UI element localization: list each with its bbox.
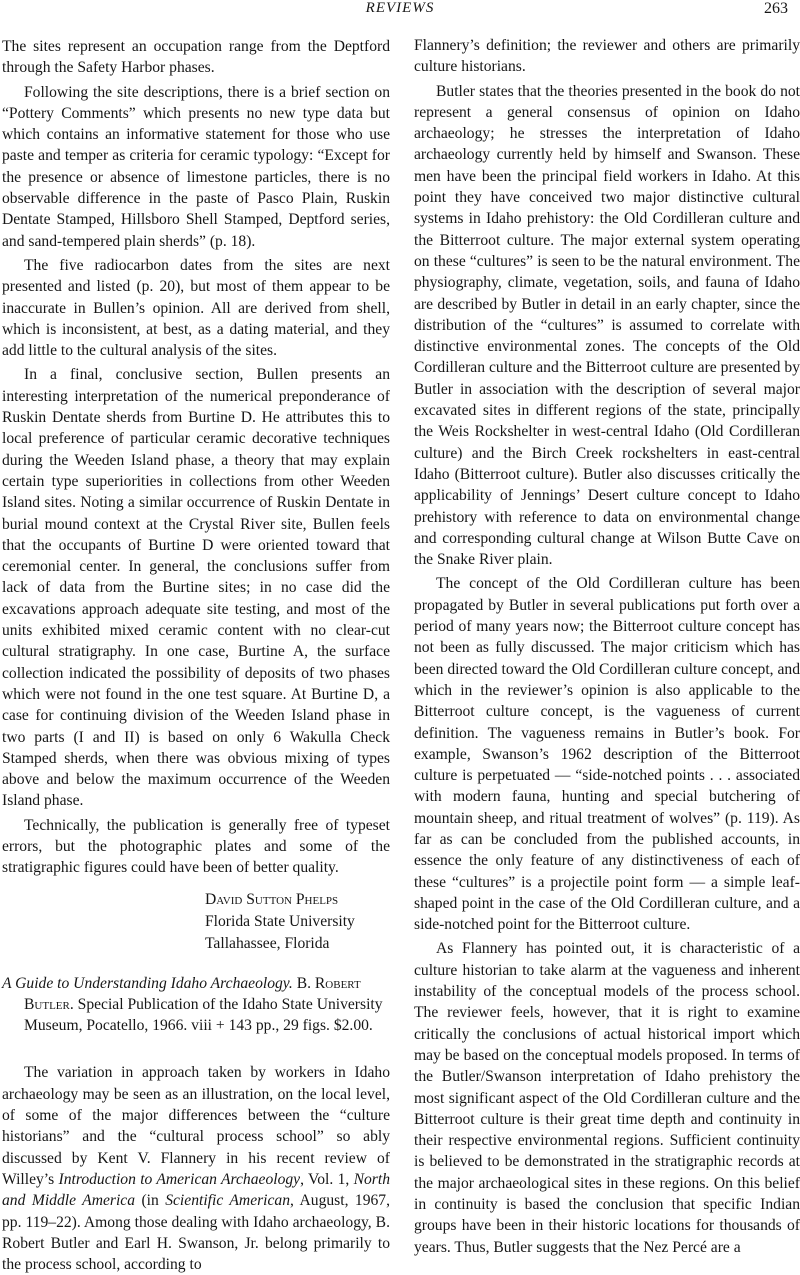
right-column [414,35,800,1258]
reviewer-name: David Sutton Phelps [205,890,339,908]
book-title: A Guide to Understanding Idaho Archaeology. [2,974,293,992]
paragraph-conclusions: In a final, conclusive section, Bullen presents an interesting interpretation of the numerical preponderance of Ruskin Dentate sherds from Burtine D. He attributes this to local preference of particular ceramic decorative techniques during the Weeden Island phase, a theory that may explain certain type superiorities in collections from other Weeden Island sites. Noting a similar occurrence of Ruskin Dentate in burial mound context at the Crystal River site, Bullen feels that the occupants of Burtine D were oriented toward that ceremonial center. In general, the conclusions suffer from lack of data from the Burtine sites; in no case did the excavations approach adequate site testing, and most of the units exhibited mixed ceramic content with no clear-cut cultural stratigraphy. In one case, Burtine A, the surface collection indicated the possibility of deposits of two phases which were not found in the one test square. At Burtine D, a case for continuing division of the Weeden Island phase in two parts (I and II) is based on only 6 Wakulla Check Stamped sherds, when there was obvious mixing of types above and below the maximum occurrence of the Weeden Island phase. [2,366,390,810]
paragraph-radiocarbon: The five radiocarbon dates from the sites are next presented and listed (p. 20), but most of them appear to be inaccurate in Bullen’s opinion. All are derived from shell, which is inconsistent, at best, as a dating material, and they add little to the cultural analysis of the sites. [2,256,390,360]
running-head [0,0,800,22]
text-segment: (in [135,1192,166,1210]
book-author: B. Robert Butler. [24,974,361,1013]
paragraph-old-cordilleran: The concept of the Old Cordilleran culture has been propagated by Butler in several publications put forth over a period of many years now; the Bitterroot culture concept has not been as fully discussed. The major criticism which has been directed toward the Old Cordilleran culture concept, and which in the reviewer’s opinion is also applicable to the Bitterroot culture concept, is the vagueness of current definition. The vagueness remains in Butler’s book. For example, Swanson’s 1962 description of the Bitterroot culture is perpetuated — “side-notched points . . . associated with modern fauna, hunting and special butchering of mountain sheep, and ritual treatment of wolves” (p. 119). As far as can be concluded from the published accounts, in essence the only feature of any distinctiveness of each of these “cultures” is a projectile point form — a simple leaf-shaped point in the case of the Old Cordilleran culture, and a side-notched point for the Bitterroot culture. [414,575,800,934]
running-title: REVIEWS [365,0,435,16]
reviewer-institution: Florida State University [205,912,355,930]
paragraph-butler-theories: Butler states that the theories presented in the book do not represent a general consensus of opinion on Idaho archaeology; he stresses the interpretation of Idaho archaeology currently held by himself and Swanson. These men have been the principal field workers in Idaho. At this point they have conceived two major distinctive cultural systems in Idaho prehistory: the Old Cordilleran culture and the Bitterroot culture. The major external system operating on these “cultures” is seen to be the natural environment. The physiography, climate, vegetation, soils, and fauna of Idaho are described by Butler in detail in an early chapter, since the distribution of the “cultures” is assumed to correlate with distinctive environmental zones. The concepts of the Old Cordilleran culture and the Bitterroot culture are presented by Butler in association with the description of several major excavated sites in different regions of the state, principally the Weis Rockshelter in west-central Idaho (Old Cordilleran culture) and the Birch Creek rockshelters in east-central Idaho (Bitterroot culture). Butler also discusses critically the applicability of Jennings’ Desert culture concept to Idaho prehistory with reference to data on environmental change and corresponding cultural change at Wilson Butte Cave on the Snake River plain. [414,82,800,569]
left-column [2,36,390,1275]
reviewer-signature [2,889,390,955]
book-citation [2,973,390,1037]
paragraph-technical: Technically, the publication is generally free of typeset errors, but the photographic plates and some of the stratigraphic figures could have been of better quality. [2,816,390,877]
text-segment: The variation in approach taken by workers in Idaho archaeology may be seen as an illustration, on the local level, of some of the major differences between the “culture historians” and the “cultural process school” so ably discussed by Kent V. Flannery in his recent review of Willey’s [2,1064,390,1188]
italic-title: North and Middle America [2,1170,390,1210]
book-details: Special Publication of the Idaho State University Museum, Pocatello, 1966. viii + 143 pp., 29 figs. $2.00. [24,995,383,1035]
page-number: 263 [764,0,788,17]
paragraph-flannery-definition: Flannery’s definition; the reviewer and others are primarily culture historians. [414,37,800,76]
paragraph-site-range: The sites represent an occupation range from the Deptford through the Safety Harbor phases. [2,38,390,77]
italic-title: Scientific American [165,1192,291,1210]
paragraph-variation [2,1062,390,1275]
paragraph-culture-historian: As Flannery has pointed out, it is characteristic of a culture historian to take alarm at the vagueness and inherent instability of the conceptual models of the process school. The reviewer feels, however, that it is right to examine critically the conclusions of actual historical import which may be based on the conceptual models proposed. In terms of the Butler/Swanson interpretation of Idaho prehistory the most significant aspect of the Old Cordilleran culture and the Bitterroot culture is their great time depth and continuity in their respective environmental regions. Sufficient continuity is believed to be demonstrated in the stratigraphic records at the major archaeological sites in these regions. On this belief in continuity is based the conclusion that specific Indian groups have been in their historic locations for thousands of years. Thus, Butler suggests that the Nez Percé are a [414,940,800,1256]
paragraph-pottery-comments: Following the site descriptions, there is a brief section on “Pottery Comments” which presents no new type data but which contains an informative statement for those who use paste and temper as criteria for ceramic typology: “Except for the presence or absence of limestone particles, there is no observable difference in the paste of Pasco Plain, Ruskin Dentate Stamped, Hillsboro Shell Stamped, Deptford series, and sand-tempered plain sherds” (p. 18). [2,83,390,250]
italic-title: Introduction to American Archaeology [58,1170,301,1188]
reviewer-location: Tallahassee, Florida [205,934,330,952]
text-segment: , August, 1967, pp. 119–22). Among those dealing with Idaho archaeology, B. Robert Butler and Earl H. Swanson, Jr. belong primarily to the process school, according to [2,1192,390,1274]
text-segment: , Vol. 1, [300,1170,354,1188]
